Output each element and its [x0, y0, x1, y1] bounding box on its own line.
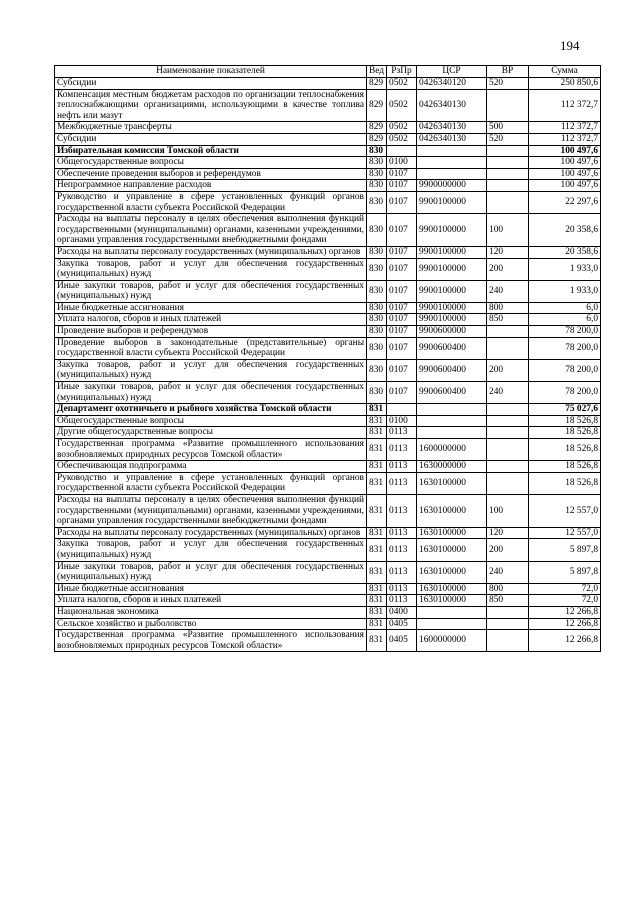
- table-row: [55, 606, 601, 618]
- cell-name: Уплата налогов, сборов и иных платежей: [55, 314, 367, 326]
- cell-rzpr: 0113: [387, 439, 417, 461]
- cell-csr: 1600000000: [417, 630, 487, 652]
- cell-name: Закупка товаров, работ и услуг для обеспечения государственных (муниципальных) нужд: [55, 359, 367, 381]
- cell-sum: 1 933,0: [529, 280, 601, 302]
- header-vr: ВР: [487, 66, 529, 78]
- cell-csr: 9900100000: [417, 214, 487, 247]
- cell-csr: 0426340130: [417, 133, 487, 145]
- cell-sum: 12 557,0: [529, 527, 601, 539]
- cell-vr: 500: [487, 122, 529, 134]
- cell-csr: 9900600400: [417, 382, 487, 404]
- cell-rzpr: [387, 145, 417, 157]
- cell-rzpr: 0502: [387, 78, 417, 90]
- cell-rzpr: 0113: [387, 461, 417, 473]
- cell-rzpr: 0107: [387, 246, 417, 258]
- cell-ved: 831: [367, 583, 387, 595]
- cell-vr: [487, 606, 529, 618]
- cell-sum: 75 027,6: [529, 404, 601, 416]
- cell-csr: 1630100000: [417, 494, 487, 527]
- cell-sum: 20 358,6: [529, 214, 601, 247]
- cell-csr: 1630100000: [417, 561, 487, 583]
- table-body: [55, 78, 601, 652]
- cell-ved: 829: [367, 89, 387, 122]
- table-row: [55, 157, 601, 169]
- cell-vr: [487, 472, 529, 494]
- table-row: [55, 89, 601, 122]
- cell-sum: 20 358,6: [529, 246, 601, 258]
- cell-csr: [417, 168, 487, 180]
- cell-vr: [487, 439, 529, 461]
- cell-name: Закупка товаров, работ и услуг для обеспечения государственных (муниципальных) нужд: [55, 258, 367, 280]
- budget-table: [54, 65, 601, 652]
- table-row: [55, 472, 601, 494]
- cell-name: Расходы на выплаты персоналу государственных (муниципальных) органов: [55, 527, 367, 539]
- cell-csr: 0426340130: [417, 122, 487, 134]
- cell-csr: [417, 606, 487, 618]
- cell-rzpr: 0405: [387, 630, 417, 652]
- cell-csr: 9900100000: [417, 302, 487, 314]
- cell-vr: 120: [487, 246, 529, 258]
- cell-vr: [487, 157, 529, 169]
- cell-ved: 830: [367, 382, 387, 404]
- cell-csr: 9900600400: [417, 337, 487, 359]
- cell-ved: 829: [367, 133, 387, 145]
- cell-sum: 18 526,8: [529, 461, 601, 473]
- cell-csr: [417, 404, 487, 416]
- cell-rzpr: 0113: [387, 595, 417, 607]
- cell-name: Иные закупки товаров, работ и услуг для обеспечения государственных (муниципальных) нужд: [55, 382, 367, 404]
- table-row: [55, 439, 601, 461]
- cell-rzpr: 0107: [387, 359, 417, 381]
- cell-csr: 1630100000: [417, 595, 487, 607]
- cell-vr: 200: [487, 539, 529, 561]
- cell-csr: [417, 415, 487, 427]
- cell-csr: 9900100000: [417, 314, 487, 326]
- cell-name: Проведение выборов в законодательные (представительные) органы государственной власти субъекта Российской Федерации: [55, 337, 367, 359]
- table-row: [55, 280, 601, 302]
- cell-sum: 18 526,8: [529, 472, 601, 494]
- cell-sum: 5 897,8: [529, 539, 601, 561]
- cell-rzpr: [387, 404, 417, 416]
- cell-ved: 831: [367, 561, 387, 583]
- table-row: [55, 180, 601, 192]
- cell-ved: 831: [367, 404, 387, 416]
- cell-name: Избирательная комиссия Томской области: [55, 145, 367, 157]
- table-row: [55, 539, 601, 561]
- cell-csr: 1630000000: [417, 461, 487, 473]
- cell-vr: [487, 461, 529, 473]
- cell-csr: 1600000000: [417, 439, 487, 461]
- table-row: [55, 314, 601, 326]
- cell-vr: [487, 180, 529, 192]
- table-row: [55, 494, 601, 527]
- cell-rzpr: 0107: [387, 280, 417, 302]
- cell-vr: 100: [487, 494, 529, 527]
- cell-vr: [487, 191, 529, 213]
- table-row: [55, 168, 601, 180]
- cell-vr: 850: [487, 595, 529, 607]
- cell-rzpr: 0107: [387, 180, 417, 192]
- cell-name: Общегосударственные вопросы: [55, 157, 367, 169]
- cell-sum: 78 200,0: [529, 359, 601, 381]
- cell-name: Расходы на выплаты персоналу в целях обеспечения выполнения функций государственными (муниципальными) органами, казенными учреждениями, органами управления государственными внебюджетными фондами: [55, 494, 367, 527]
- page-number: 194: [560, 38, 580, 53]
- cell-ved: 830: [367, 191, 387, 213]
- cell-csr: [417, 145, 487, 157]
- cell-ved: 831: [367, 415, 387, 427]
- header-csr: ЦСР: [417, 66, 487, 78]
- cell-csr: 0426340130: [417, 89, 487, 122]
- header-rzpr: РзПр: [387, 66, 417, 78]
- table-row: [55, 258, 601, 280]
- cell-csr: 0426340120: [417, 78, 487, 90]
- cell-ved: 830: [367, 145, 387, 157]
- table-row: [55, 133, 601, 145]
- cell-ved: 830: [367, 180, 387, 192]
- cell-ved: 830: [367, 214, 387, 247]
- cell-ved: 831: [367, 595, 387, 607]
- table-row: [55, 214, 601, 247]
- cell-rzpr: 0113: [387, 494, 417, 527]
- cell-ved: 831: [367, 472, 387, 494]
- cell-sum: 12 266,8: [529, 630, 601, 652]
- cell-name: Сельское хозяйство и рыболовство: [55, 618, 367, 630]
- cell-vr: [487, 337, 529, 359]
- table-row: [55, 145, 601, 157]
- cell-name: Руководство и управление в сфере установленных функций органов государственной власти субъекта Российской Федерации: [55, 191, 367, 213]
- cell-vr: 200: [487, 258, 529, 280]
- table-row: [55, 404, 601, 416]
- cell-csr: [417, 427, 487, 439]
- table-row: [55, 415, 601, 427]
- cell-sum: 12 266,8: [529, 618, 601, 630]
- cell-ved: 830: [367, 314, 387, 326]
- cell-vr: [487, 427, 529, 439]
- cell-rzpr: 0107: [387, 302, 417, 314]
- cell-csr: 1630100000: [417, 583, 487, 595]
- cell-csr: 9900600400: [417, 359, 487, 381]
- cell-ved: 830: [367, 258, 387, 280]
- cell-sum: 1 933,0: [529, 258, 601, 280]
- cell-name: Иные бюджетные ассигнования: [55, 302, 367, 314]
- table-row: [55, 191, 601, 213]
- cell-name: Расходы на выплаты персоналу в целях обеспечения выполнения функций государственными (муниципальными) органами, казенными учреждениями, органами управления государственными внебюджетными фондами: [55, 214, 367, 247]
- table-row: [55, 382, 601, 404]
- cell-sum: 100 497,6: [529, 180, 601, 192]
- cell-csr: 1630100000: [417, 539, 487, 561]
- cell-sum: 112 372,7: [529, 122, 601, 134]
- cell-rzpr: 0113: [387, 427, 417, 439]
- cell-sum: 6,0: [529, 314, 601, 326]
- cell-ved: 830: [367, 246, 387, 258]
- cell-name: Непрограммное направление расходов: [55, 180, 367, 192]
- cell-vr: [487, 630, 529, 652]
- cell-name: Межбюджетные трансферты: [55, 122, 367, 134]
- cell-vr: 520: [487, 133, 529, 145]
- cell-sum: 12 557,0: [529, 494, 601, 527]
- cell-vr: 100: [487, 214, 529, 247]
- cell-sum: 5 897,8: [529, 561, 601, 583]
- table-header-row: [55, 66, 601, 78]
- cell-name: Руководство и управление в сфере установленных функций органов государственной власти субъекта Российской Федерации: [55, 472, 367, 494]
- cell-vr: [487, 89, 529, 122]
- cell-ved: 830: [367, 359, 387, 381]
- cell-vr: 240: [487, 382, 529, 404]
- cell-sum: 12 266,8: [529, 606, 601, 618]
- cell-name: Национальная экономика: [55, 606, 367, 618]
- cell-sum: 6,0: [529, 302, 601, 314]
- cell-ved: 829: [367, 78, 387, 90]
- table-row: [55, 630, 601, 652]
- table-row: [55, 561, 601, 583]
- cell-vr: 850: [487, 314, 529, 326]
- cell-sum: 78 200,0: [529, 337, 601, 359]
- table-row: [55, 246, 601, 258]
- table-row: [55, 78, 601, 90]
- cell-name: Общегосударственные вопросы: [55, 415, 367, 427]
- cell-name: Другие общегосударственные вопросы: [55, 427, 367, 439]
- cell-vr: 800: [487, 583, 529, 595]
- cell-name: Закупка товаров, работ и услуг для обеспечения государственных (муниципальных) нужд: [55, 539, 367, 561]
- table-row: [55, 461, 601, 473]
- cell-name: Иные закупки товаров, работ и услуг для обеспечения государственных (муниципальных) нужд: [55, 561, 367, 583]
- table-row: [55, 326, 601, 338]
- cell-sum: 112 372,7: [529, 133, 601, 145]
- header-ved: Вед: [367, 66, 387, 78]
- cell-sum: 112 372,7: [529, 89, 601, 122]
- cell-rzpr: 0113: [387, 527, 417, 539]
- cell-rzpr: 0405: [387, 618, 417, 630]
- cell-sum: 250 850,6: [529, 78, 601, 90]
- cell-csr: 9900100000: [417, 191, 487, 213]
- table-row: [55, 595, 601, 607]
- cell-ved: 831: [367, 606, 387, 618]
- cell-ved: 831: [367, 461, 387, 473]
- cell-name: Обеспечивающая подпрограмма: [55, 461, 367, 473]
- cell-ved: 831: [367, 494, 387, 527]
- cell-rzpr: 0502: [387, 89, 417, 122]
- cell-vr: [487, 618, 529, 630]
- cell-ved: 831: [367, 630, 387, 652]
- cell-name: Субсидии: [55, 78, 367, 90]
- cell-ved: 830: [367, 326, 387, 338]
- cell-name: Уплата налогов, сборов и иных платежей: [55, 595, 367, 607]
- cell-vr: 240: [487, 280, 529, 302]
- cell-name: Государственная программа «Развитие промышленного использования возобновляемых природных ресурсов Томской области»: [55, 439, 367, 461]
- cell-rzpr: 0107: [387, 337, 417, 359]
- cell-rzpr: 0107: [387, 258, 417, 280]
- cell-rzpr: 0100: [387, 415, 417, 427]
- cell-rzpr: 0113: [387, 583, 417, 595]
- cell-rzpr: 0100: [387, 157, 417, 169]
- cell-sum: 72,0: [529, 583, 601, 595]
- cell-csr: [417, 618, 487, 630]
- cell-sum: 18 526,8: [529, 427, 601, 439]
- cell-sum: 78 200,0: [529, 382, 601, 404]
- cell-rzpr: 0113: [387, 561, 417, 583]
- table-row: [55, 618, 601, 630]
- table-row: [55, 302, 601, 314]
- header-name: Наименование показателей: [55, 66, 367, 78]
- cell-vr: [487, 145, 529, 157]
- cell-ved: 831: [367, 539, 387, 561]
- cell-sum: 100 497,6: [529, 157, 601, 169]
- cell-sum: 22 297,6: [529, 191, 601, 213]
- cell-ved: 830: [367, 157, 387, 169]
- table-row: [55, 427, 601, 439]
- cell-csr: 1630100000: [417, 527, 487, 539]
- cell-rzpr: 0107: [387, 191, 417, 213]
- cell-ved: 829: [367, 122, 387, 134]
- cell-vr: 520: [487, 78, 529, 90]
- cell-rzpr: 0107: [387, 314, 417, 326]
- cell-vr: 800: [487, 302, 529, 314]
- cell-ved: 831: [367, 527, 387, 539]
- cell-sum: 72,0: [529, 595, 601, 607]
- cell-csr: 1630100000: [417, 472, 487, 494]
- cell-rzpr: 0502: [387, 122, 417, 134]
- cell-rzpr: 0113: [387, 472, 417, 494]
- cell-sum: 18 526,8: [529, 439, 601, 461]
- cell-vr: [487, 326, 529, 338]
- table-row: [55, 359, 601, 381]
- cell-name: Компенсация местным бюджетам расходов по организации теплоснабжения теплоснабжающими организациями, использующими в качестве топлива нефть или мазут: [55, 89, 367, 122]
- cell-name: Субсидии: [55, 133, 367, 145]
- header-sum: Сумма: [529, 66, 601, 78]
- cell-name: Проведение выборов и референдумов: [55, 326, 367, 338]
- cell-name: Департамент охотничьего и рыбного хозяйства Томской области: [55, 404, 367, 416]
- cell-rzpr: 0113: [387, 539, 417, 561]
- cell-csr: 9900600000: [417, 326, 487, 338]
- cell-rzpr: 0107: [387, 214, 417, 247]
- cell-vr: [487, 415, 529, 427]
- cell-rzpr: 0400: [387, 606, 417, 618]
- cell-ved: 831: [367, 439, 387, 461]
- cell-sum: 78 200,0: [529, 326, 601, 338]
- cell-ved: 830: [367, 337, 387, 359]
- cell-ved: 830: [367, 280, 387, 302]
- cell-csr: 9900100000: [417, 258, 487, 280]
- cell-rzpr: 0107: [387, 168, 417, 180]
- cell-sum: 18 526,8: [529, 415, 601, 427]
- cell-ved: 831: [367, 618, 387, 630]
- cell-name: Иные бюджетные ассигнования: [55, 583, 367, 595]
- cell-csr: 9900000000: [417, 180, 487, 192]
- cell-name: Обеспечение проведения выборов и референдумов: [55, 168, 367, 180]
- cell-vr: 120: [487, 527, 529, 539]
- cell-rzpr: 0107: [387, 326, 417, 338]
- cell-vr: [487, 404, 529, 416]
- cell-vr: [487, 168, 529, 180]
- cell-csr: 9900100000: [417, 246, 487, 258]
- cell-name: Государственная программа «Развитие промышленного использования возобновляемых природных ресурсов Томской области»: [55, 630, 367, 652]
- cell-rzpr: 0107: [387, 382, 417, 404]
- cell-sum: 100 497,6: [529, 145, 601, 157]
- cell-csr: 9900100000: [417, 280, 487, 302]
- cell-rzpr: 0502: [387, 133, 417, 145]
- cell-csr: [417, 157, 487, 169]
- table-row: [55, 122, 601, 134]
- table-row: [55, 337, 601, 359]
- cell-ved: 831: [367, 427, 387, 439]
- cell-name: Иные закупки товаров, работ и услуг для обеспечения государственных (муниципальных) нужд: [55, 280, 367, 302]
- cell-ved: 830: [367, 168, 387, 180]
- cell-sum: 100 497,6: [529, 168, 601, 180]
- cell-vr: 200: [487, 359, 529, 381]
- cell-name: Расходы на выплаты персоналу государственных (муниципальных) органов: [55, 246, 367, 258]
- cell-ved: 830: [367, 302, 387, 314]
- table-row: [55, 527, 601, 539]
- cell-vr: 240: [487, 561, 529, 583]
- table-row: [55, 583, 601, 595]
